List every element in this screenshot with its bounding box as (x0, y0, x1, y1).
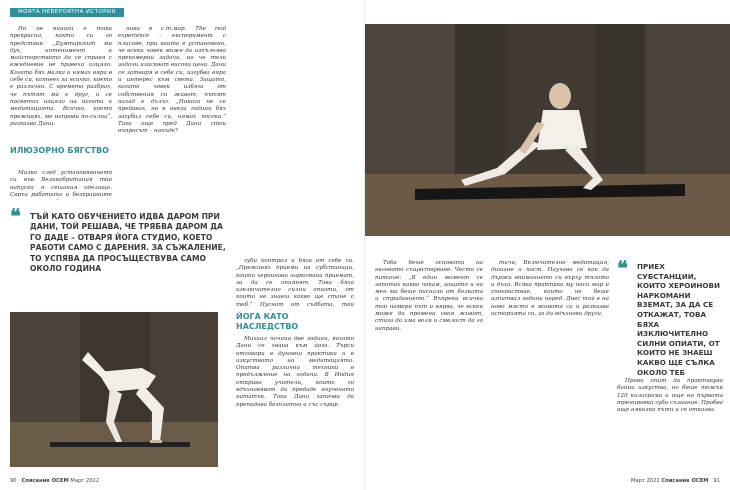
right-folio (631, 478, 720, 484)
body-column-3 (236, 258, 354, 310)
body-column-2 (491, 260, 609, 474)
body-column-1b (10, 170, 112, 200)
paragraph: Михаил почина две години, когато Дани се хвана към йога. Търси отговори в духовни практики и в изкуството на медитацията. Опитва различни техники в продължение на години. В Индия открива учители, които го вдъхновяват да предаде наученото нататък. Така Дани започва да преподава безплатно и със сърце. (236, 336, 354, 408)
paragraph: нива в с.т.мар. The real experience – експеримент с плисове, при които е установено, че всеки човек може да изпълнява прекомерни задачи, но че тези задачи изискват висока цена. Дани се затваря в себе си, изгубва вяра и интерес към света. Защото, когато човек избяга от собствения си живот, пътят назад е дълъг. „Никога не се предавах, но в онези години бях загубил себе си, нямах посока.“ Така още пред Дани стои въпросът – накъде? (118, 26, 226, 135)
body-column-1 (10, 26, 112, 144)
body-column-3-start (118, 262, 226, 312)
quote-mark-icon: ❝ (10, 204, 21, 228)
quote-mark-icon: ❝ (617, 256, 628, 280)
paragraph: Малко след установяването си във Великобритания той напуска я сешания оделаще. Свръх работата и безкрайните (10, 170, 112, 198)
magazine-name: Списание ОСЕМ (21, 478, 69, 484)
paragraph: губи контрол и бяга от себе си. „Преживях приеми на субстанции, които хероинови наркомани приемат, за да се опиянят. Това бяха изключително силни опиати, от които не знаеш какво ще стане с теб.“ Пуснат от съдбата, той (236, 258, 354, 308)
right-page (365, 0, 730, 490)
body-column-2 (118, 26, 226, 200)
magazine-name: Списание ОСЕМ (661, 478, 709, 484)
yoga-photo-side-lunge (365, 24, 730, 236)
paragraph: Тоба беше основата на неговото съществуване. Често се питаше: „В един момент се запитах какво чакам, защото и на мен ми беше писнало от болката и страданието.“ Въпреки всичко той намери път и вярва, че всеки може да промени своя живот, стига да има воля и смелост да го направи. (375, 260, 483, 332)
paragraph: Прави опит да практикува бойни изкуства, но беше тежък 120 килограма и още на първата тренировка губи съзнание. Пробва още няколко пъти и се отказва. (617, 378, 723, 414)
body-column-1 (375, 260, 483, 474)
section-tag: МOЯТА НЕВЕРОЯТНА ИСТОРИЯ (10, 8, 124, 17)
pull-quote: ПРИЕХ СУБСТАНЦИИ, КОИТО ХЕРОИНОВИ НАРКОМАНИ ВЗЕМАТ, ЗА ДА СЕ ОТКАЖАТ, ТОВА БЯХА ИЗКЛЮЧИТЕЛНО СИЛНИ ОПИАТИ, ОТ КОИТО НЕ ЗНАЕШ КАКВО ЩЕ СЪЛКА ОКОЛО ТЕБ (637, 262, 720, 377)
pull-quote: ТЪЙ КАТО ОБУЧЕНИЕТО ИДВА ДАРОМ ПРИ ДАНИ, ТОЙ РЕШАВА, ЧЕ ТРЯБВА ДАРОМ ДА ГО ДАДЕ – ОТВАРЯ ЙОГА СТУДИО, КОЕТО РАБОТИ САМО С ДАРЕНИЯ. ЗА СЪЖАЛЕНИЕ, ТО УСПЯВА ДА ПРОСЪЩЕСТВУВА САМО ОКОЛО ГОДИНА (30, 212, 226, 274)
subhead-yoga-heritage: ЙОГА КАТО НАСЛЕДСТВО (236, 312, 299, 331)
subhead-illusory-escape: ИЛЮЗОРНО БЯГСТВО (10, 146, 109, 155)
body-column-3 (617, 378, 723, 474)
page-number: 91 (713, 478, 720, 484)
left-folio (10, 478, 99, 484)
body-column-4 (236, 336, 354, 474)
paragraph: тичи, Включително медитация, дишане и пост. Научава се как да държи вниманието си върху тялото и дъха. Всяка практика му носи мир и спокойствие, които не беше изпитвал години наред. Днес той е на ново място в живота си и разказва историята си, за да вдъхнови други. (491, 260, 609, 318)
yoga-photo-illustration (10, 312, 218, 467)
paragraph: Но не винаги е така прекрасно, както си го представя. „Бумтарскит ми дух, интенимент и майсторството да се справя с ежедневие не правеха изцяло. Когато бях малка и нямах вяра в себе си, копнеех за всичко, което е различно. С времето разбрах, че пътят ми е друг, и се посветих изцяло на йогата и медитацията. Всичко, което преживях, ме направи по-силна“, разказва Дани. (10, 26, 112, 127)
issue-date: Март 2022 (70, 478, 100, 484)
yoga-photo-crane-pose (10, 312, 218, 467)
issue-date: Март 2022 (630, 478, 660, 484)
page-number: 90 (10, 478, 17, 484)
yoga-photo-illustration (365, 24, 730, 236)
